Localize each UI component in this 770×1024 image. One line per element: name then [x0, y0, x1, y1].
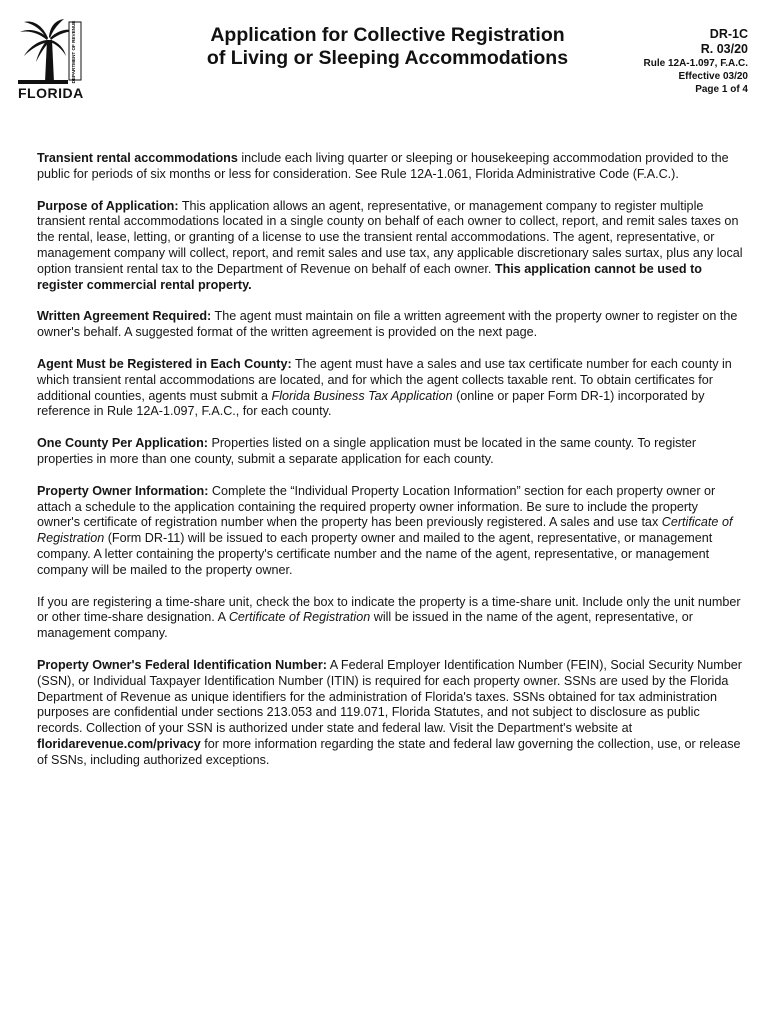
privacy-link[interactable]: floridarevenue.com/privacy: [37, 736, 201, 751]
heading-one-county: One County Per Application:: [37, 436, 208, 451]
form-identifier: [598, 27, 748, 96]
heading-federal-id: Property Owner's Federal Identification Number:: [37, 657, 327, 672]
logo-wordmark: FLORIDA: [18, 85, 84, 101]
text-agent-registered-b: (online or paper Form DR-1) incorporated by reference in Rule 12A-1.097, F.A.C., for each county.: [37, 388, 705, 419]
paragraph-time-share: [37, 595, 743, 642]
heading-transient-rental: Transient rental accommodations: [37, 151, 238, 165]
form-rule: Rule 12A-1.097, F.A.C.: [643, 58, 748, 69]
text-federal-id-b: for more information regarding the state and federal law governing the collection, use, or release of SSNs, including authorized exceptions.: [37, 736, 741, 767]
paragraph-agent-registered: [37, 357, 743, 420]
text-one-county: Properties listed on a single application must be located in the same county. To register properties in more than one county, submit a separate application for each county.: [37, 436, 697, 466]
heading-purpose: Purpose of Application:: [37, 198, 179, 213]
heading-owner-info: Property Owner Information:: [37, 483, 209, 498]
form-revision: R. 03/20: [700, 42, 748, 56]
florida-dor-logo: [18, 18, 82, 102]
text-time-share-a: If you are registering a time-share unit, check the box to indicate the property is a time-share unit. Include only the unit number or other time-share designation. A: [37, 594, 741, 625]
heading-written-agreement: Written Agreement Required:: [37, 309, 212, 324]
business-tax-application-title: Florida Business Tax Application: [271, 388, 453, 403]
title-line-1: Application for Collective Registration: [210, 24, 565, 46]
text-federal-id-a: A Federal Employer Identification Number (FEIN), Social Security Number (SSN), or Individual Taxpayer Identification Number (ITIN) is required for each property owner. SSNs are used by the Florida Department of Revenue as unique identifiers for the administration of Florida's taxes. SSNs obtained for tax administration purposes are confidential under sections 213.053 and 119.071, Florida Statutes, and not subject to disclosure as public records. Collection of your SSN is authorized under state and federal law. Visit the Department's website at: [37, 657, 742, 736]
page-title: [190, 24, 585, 70]
paragraph-owner-info: [37, 484, 743, 579]
paragraph-one-county: [37, 436, 743, 468]
title-line-2: of Living or Sleeping Accommodations: [206, 47, 569, 69]
form-effective-date: Effective 03/20: [678, 71, 748, 82]
certificate-title-2: Certificate of Registration: [228, 610, 371, 625]
paragraph-written-agreement: [37, 309, 743, 341]
text-purpose: This application allows an agent, representative, or management company to register multiple transient rental accommodations located in a single county on behalf of each owner to collect, report, and remit sales taxes on the rental, lease, letting, or granting of a license to use the transient rental accommodations. The agent, representative, or management company will collect, report, and remit sales and use tax, any applicable discretionary sales surtax, plus any local option transient rental tax to the Department of Revenue on behalf of each owner.: [37, 198, 743, 276]
purpose-restriction: This application cannot be used to register commercial rental property.: [37, 261, 702, 292]
logo-vertical-text: DEPARTMENT OF REVENUE: [71, 20, 76, 84]
heading-agent-registered: Agent Must be Registered in Each County:: [37, 356, 292, 371]
text-agent-registered-a: The agent must have a sales and use tax certificate number for each county in which transient rental accommodations are located, and for which the agent collects taxable rent. To obtain certificates for additional counties, agents must submit a: [37, 356, 732, 403]
paragraph-transient-rental: [37, 151, 743, 183]
text-owner-info-b: (Form DR-11) will be issued to each property owner and mailed to the agent, representative, or management company. A letter containing the property's certificate number and the name of the agent, representative, or management company will be mailed to the property owner.: [37, 531, 713, 577]
palm-tree-icon: [18, 18, 82, 84]
instructions-body: [37, 151, 743, 785]
page-number: Page 1 of 4: [695, 84, 748, 95]
paragraph-purpose: [37, 199, 743, 294]
certificate-title: Certificate of Registration: [37, 515, 733, 546]
text-transient-rental: include each living quarter or sleeping or housekeeping accommodation provided to the public for periods of six months or less for consideration. See Rule 12A-1.061, Florida Administrative Code (F.A.C.).: [37, 151, 729, 181]
paragraph-federal-id: [37, 658, 743, 769]
form-number: DR-1C: [709, 27, 748, 41]
text-owner-info-a: Complete the “Individual Property Location Information” section for each property owner or attach a schedule to the application containing the required property owner information. Be sure to include the property owner's certificate of registration number when the property has been previously registered. A sales and use tax: [37, 483, 716, 530]
text-time-share-b: will be issued in the name of the agent, representative, or management company.: [37, 610, 693, 641]
text-written-agreement: The agent must maintain on file a written agreement with the property owner to register on the owner's behalf. A suggested format of the written agreement is provided on the next page.: [37, 309, 738, 340]
